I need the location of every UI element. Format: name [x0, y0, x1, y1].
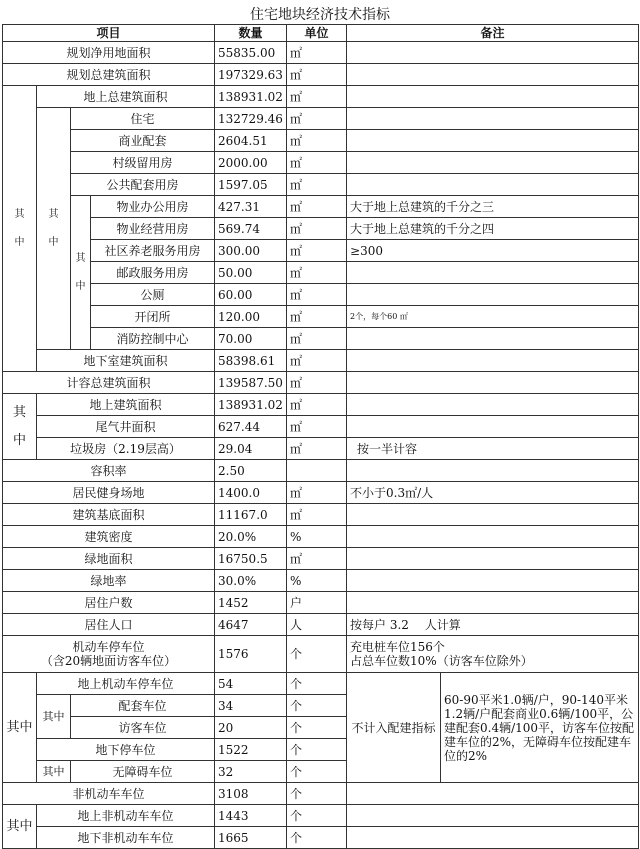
group-label-qizhong: 其中 [3, 673, 37, 783]
group-label-qizhong: 其中 [3, 805, 37, 849]
table-row: 公厕 60.00 ㎡ [3, 284, 639, 306]
table-row: 商业配套 2604.51 ㎡ [3, 130, 639, 152]
parking-note-b: 60-90平米1.0辆/户，90-140平米1.2辆/户配套商业0.6辆/100平，公建配套0.4辆/100平，访客车位按配建车位的2%，无障碍车位按配建车位的2% [441, 673, 639, 783]
parking-note-a: 不计入配建指标 [347, 673, 441, 783]
table-title: 住宅地块经济技术指标 [250, 7, 390, 23]
table-row: 建筑基底面积 11167.0 ㎡ [3, 504, 639, 526]
table-row: 绿地面积 16750.5 ㎡ [3, 548, 639, 570]
table-row: 容积率 2.50 [3, 460, 639, 482]
table-row: 社区养老服务用房 300.00 ㎡ ≥300 [3, 240, 639, 262]
group-label-qizhong: 其中 [37, 761, 71, 783]
table-row: 地下非机动车车位 1665 个 [3, 827, 639, 849]
table-row: 其中 地上机动车停车位 54 个 不计入配建指标 60-90平米1.0辆/户，90-140平米1.2辆/户配套商业0.6辆/100平，公建配套0.4辆/100平，访客车位按配建车位的2%，无障碍车位按配建车位的2% [3, 673, 639, 695]
table-row: 其 中 地上总建筑面积 138931.02 ㎡ [3, 86, 639, 108]
table-row: 计容总建筑面积 139587.50 ㎡ [3, 372, 639, 394]
table-row: 居民健身场地 1400.0 ㎡ 不小于0.3㎡/人 [3, 482, 639, 504]
table-row: 开闭所 120.00 ㎡ 2个，每个60 ㎡ [3, 306, 639, 328]
header-item: 项目 [3, 25, 215, 42]
table-row: 地下停车位 1522 个 [3, 739, 639, 761]
table-row: 其中 配套车位 34 个 [3, 695, 639, 717]
header-note: 备注 [347, 25, 639, 42]
group-label-qizhong: 其 中 [3, 86, 37, 372]
header-row [3, 25, 639, 42]
table-row: 地下室建筑面积 58398.61 ㎡ [3, 350, 639, 372]
table-row: 尾气井面积 627.44 ㎡ [3, 416, 639, 438]
table-row: 邮政服务用房 50.00 ㎡ [3, 262, 639, 284]
table-row: 其 中 地上建筑面积 138931.02 ㎡ [3, 394, 639, 416]
table-row: 访客车位 20 个 [3, 717, 639, 739]
group-label-qizhong: 其 中 [71, 196, 91, 350]
table-row: 非机动车车位 3108 个 [3, 783, 639, 805]
header-qty: 数量 [215, 25, 287, 42]
table-row: 村级留用房 2000.00 ㎡ [3, 152, 639, 174]
table-row: 其 中 物业办公用房 427.31 ㎡ 大于地上总建筑的千分之三 [3, 196, 639, 218]
table-row: 居住户数 1452 户 [3, 592, 639, 614]
table-row: 其中 无障碍车位 32 个 [3, 761, 639, 783]
table-row: 绿地率 30.0% % [3, 570, 639, 592]
table-row: 物业经营用房 569.74 ㎡ 大于地上总建筑的千分之四 [3, 218, 639, 240]
table-row: 机动车停车位 （含20辆地面访客车位） 1576 个 充电桩车位156个 占总车位数10%（访客车位除外） [3, 636, 639, 673]
table-row: 规划净用地面积 55835.00 ㎡ [3, 42, 639, 64]
group-label-qizhong: 其 中 [37, 108, 71, 350]
header-unit: 单位 [287, 25, 347, 42]
group-label-qizhong: 其中 [37, 695, 71, 739]
table-row: 规划总建筑面积 197329.63 ㎡ [3, 64, 639, 86]
table-row: 其中 地上非机动车车位 1443 个 [3, 805, 639, 827]
table-row: 居住人口 4647 人 按每户 3.2 人计算 [3, 614, 639, 636]
table-row: 其 中 住宅 132729.46 ㎡ [3, 108, 639, 130]
group-label-qizhong: 其 中 [3, 394, 37, 460]
table-row: 建筑密度 20.0% % [3, 526, 639, 548]
economic-indicators-table [2, 24, 639, 849]
table-row: 公共配套用房 1597.05 ㎡ [3, 174, 639, 196]
table-row: 垃圾房（2.19层高） 29.04 ㎡ 按一半计容 [3, 438, 639, 460]
table-row: 消防控制中心 70.00 ㎡ [3, 328, 639, 350]
